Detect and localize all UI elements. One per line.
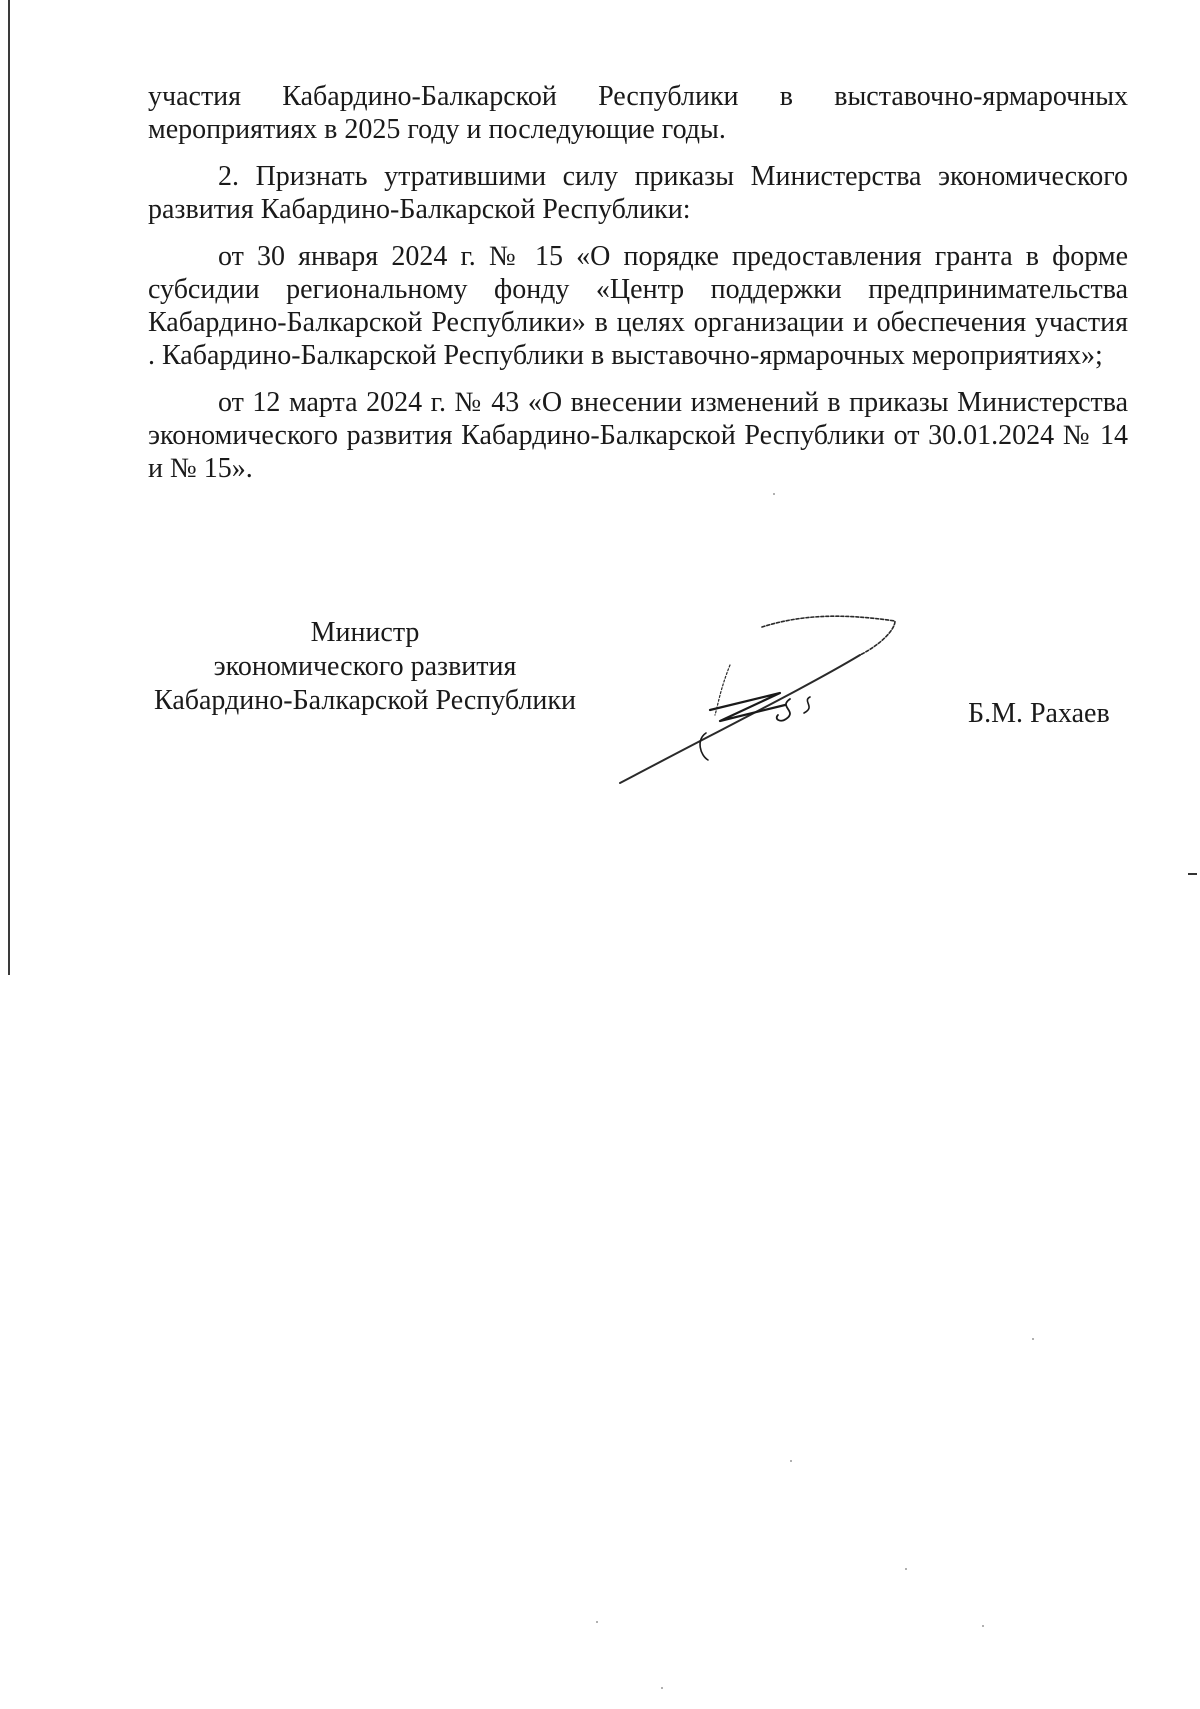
position-line: экономического развития bbox=[213, 651, 517, 682]
scan-speck bbox=[905, 1568, 907, 1570]
scan-speck bbox=[790, 1460, 792, 1462]
scan-speck bbox=[596, 1621, 598, 1623]
paragraph-item-2: 2. Признать утратившими силу приказы Министерства экономического развития Кабардино-Балкарской Республики: bbox=[148, 161, 1128, 225]
scan-edge-mark bbox=[1188, 873, 1197, 875]
paragraph-order-15: от 30 января 2024 г. № 15 «О порядке предоставления гранта в форме субсидии региональному фонду «Центр поддержки предпринимательства Кабардино-Балкарской Республики» в целях организации и обеспечения участия . Кабардино-Балкарской Республики в выставочно-ярмарочных мероприятиях»; bbox=[148, 241, 1128, 371]
handwritten-signature bbox=[610, 615, 910, 795]
paragraph-continuation: участия Кабардино-Балкарской Республики в выставочно-ярмарочных мероприятиях в 2025 году и последующие годы. bbox=[148, 81, 1128, 145]
position-line: Министр bbox=[310, 617, 420, 648]
scan-left-edge bbox=[8, 0, 10, 975]
scan-speck bbox=[1032, 1338, 1034, 1340]
scan-speck bbox=[661, 1687, 663, 1689]
scan-speck bbox=[773, 493, 775, 495]
position-line: Кабардино-Балкарской Республики bbox=[154, 685, 576, 716]
document-body bbox=[148, 80, 1128, 499]
signer-name: Б.М. Рахаев bbox=[968, 698, 1110, 729]
scan-speck bbox=[982, 1625, 984, 1627]
paragraph-order-43: от 12 марта 2024 г. № 43 «О внесении изменений в приказы Министерства экономического развития Кабардино-Балкарской Республики от 30.01.2024 № 14 и № 15». bbox=[148, 387, 1128, 484]
signatory-position bbox=[130, 616, 600, 718]
